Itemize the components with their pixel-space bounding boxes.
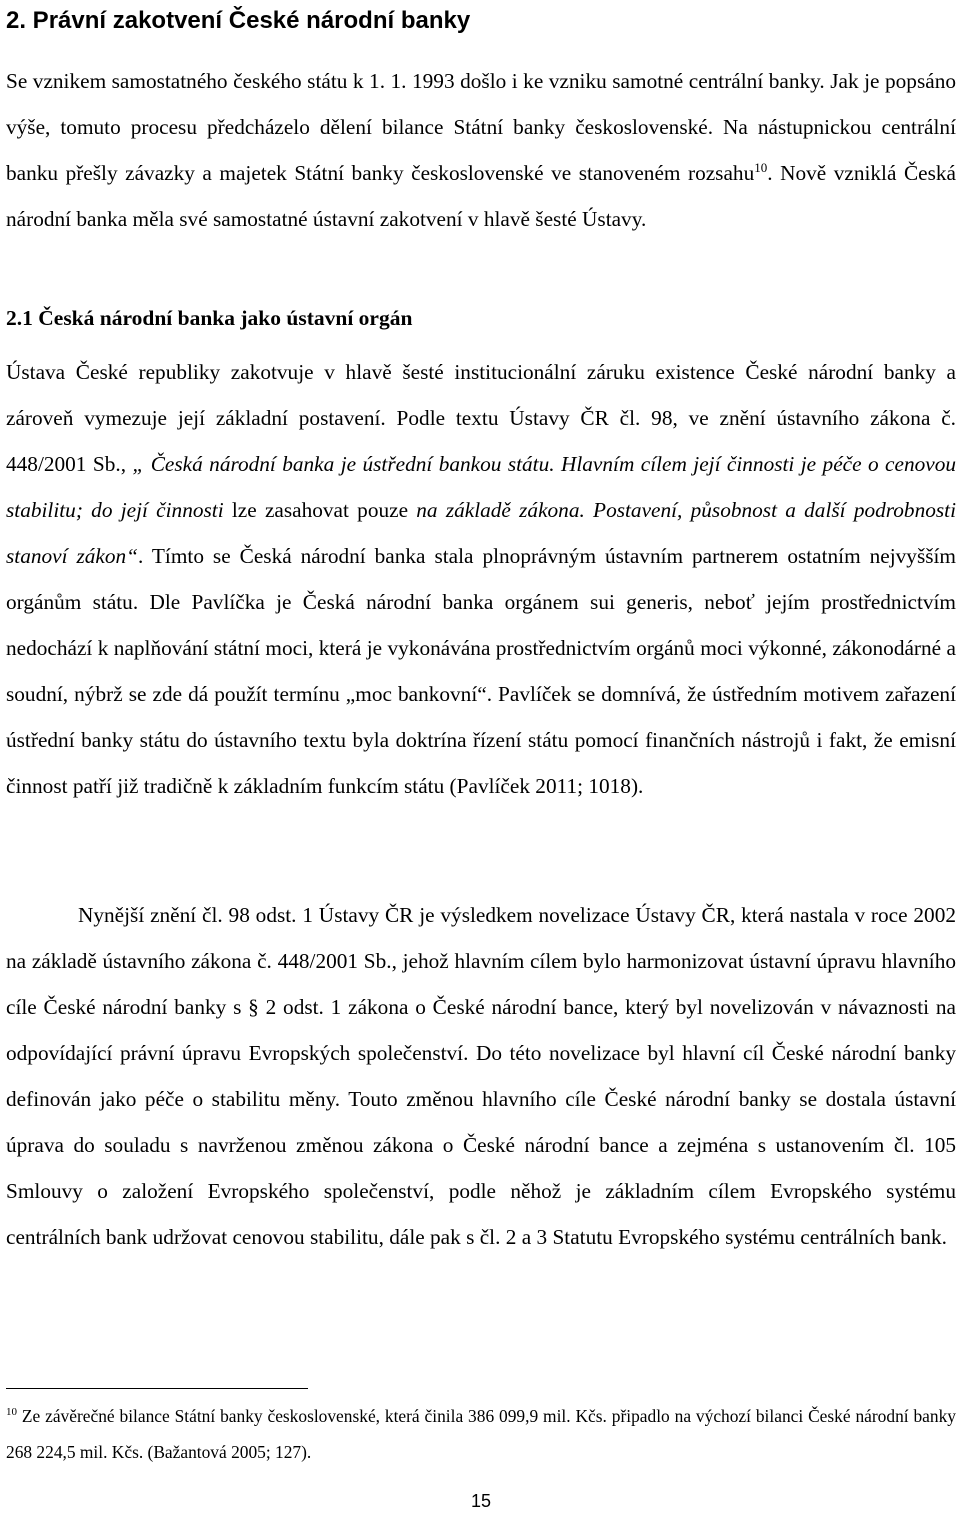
intro-paragraph xyxy=(6,58,956,242)
paragraph-tail: . Tímto se Česká národní banka stala plnoprávným ústavním partnerem ostatním nejvyšším orgánům státu. Dle Pavlíčka je Česká národní banka orgánem sui generis, neboť jejím prostřednictvím nedochází k naplňování státní moci, která je vykonávána prostřednictvím orgánů moci výkonné, zákonodárné a soudní, nýbrž se zde dá použít termínu „moc bankovní“. Pavlíček se domnívá, že ústředním motivem zařazení ústřední banky státu do ústavního textu byla doktrína řízení státu pomocí finančních nástrojů i fakt, že emisní činnost patří již tradičně k základním funkcím státu (Pavlíček 2011; 1018). xyxy=(6,544,957,798)
footnote-reference[interactable]: 10 xyxy=(754,159,768,175)
section-paragraph-1 xyxy=(6,349,956,809)
footnote-text: Ze závěrečné bilance Státní banky československé, která činila 386 099,9 mil. Kčs. připadlo na výchozí bilanci České národní banky 268 224,5 mil. Kčs. (Bažantová 2005; 127). xyxy=(6,1406,956,1462)
section-heading: 2.1 Česká národní banka jako ústavní orgán xyxy=(6,306,413,330)
paragraph-lead: Ústava České republiky zakotvuje v hlavě šesté institucionální záruku existence České národní banky a zároveň vymezuje její základní postavení. Podle textu Ústavy ČR čl. 98, ve znění ústavního zákona č. 448/2001 Sb., xyxy=(6,360,956,476)
paragraph-middle: lze zasahovat pouze xyxy=(223,498,417,522)
chapter-heading: 2. Právní zakotvení České národní banky xyxy=(6,7,471,34)
footnote xyxy=(6,1398,956,1470)
footnote-marker: 10 xyxy=(6,1406,17,1419)
page-number: 15 xyxy=(470,1491,492,1511)
constitution-quote-part-1: „ Česká národní banka je ústřední bankou státu. Hlavním cílem její činnosti je péče o cenovou stabilitu; do její činnosti xyxy=(6,452,956,522)
intro-text-after-note: . Nově vzniklá Česká národní banka měla své samostatné ústavní zakotvení v hlavě šesté Ústavy. xyxy=(6,161,956,231)
section-paragraph-2: Nynější znění čl. 98 odst. 1 Ústavy ČR je výsledkem novelizace Ústavy ČR, která nastala v roce 2002 na základě ústavního zákona č. 448/2001 Sb., jehož hlavním cílem bylo harmonizovat ústavní úpravu hlavního cíle České národní banky s § 2 odst. 1 zákona o České národní bance, který byl novelizován v návaznosti na odpovídající právní úpravu Evropských společenství. Do této novelizace byl hlavní cíl České národní banky definován jako péče o stabilitu měny. Touto změnou hlavního cíle České národní banky se dostala ústavní úprava do souladu s navrženou změnou zákona o České národní bance a zejména s ustanovením čl. 105 Smlouvy o založení Evropského společenství, podle něhož je základním cílem Evropského systému centrálních bank udržovat cenovou stabilitu, dále pak s čl. 2 a 3 Statutu Evropského systému centrálních bank. xyxy=(6,903,956,1249)
intro-text-before-note: Se vznikem samostatného českého státu k 1. 1. 1993 došlo i ke vzniku samotné centrální banky. Jak je popsáno výše, tomuto procesu předcházelo dělení bilance Státní banky československé. Na nástupnickou centrální banku přešly závazky a majetek Státní banky československé ve stanoveném rozsahu xyxy=(6,69,956,185)
constitution-quote-part-2: na základě zákona. Postavení, působnost a další podrobnosti stanoví zákon“ xyxy=(6,498,956,568)
footnote-separator xyxy=(6,1388,308,1389)
